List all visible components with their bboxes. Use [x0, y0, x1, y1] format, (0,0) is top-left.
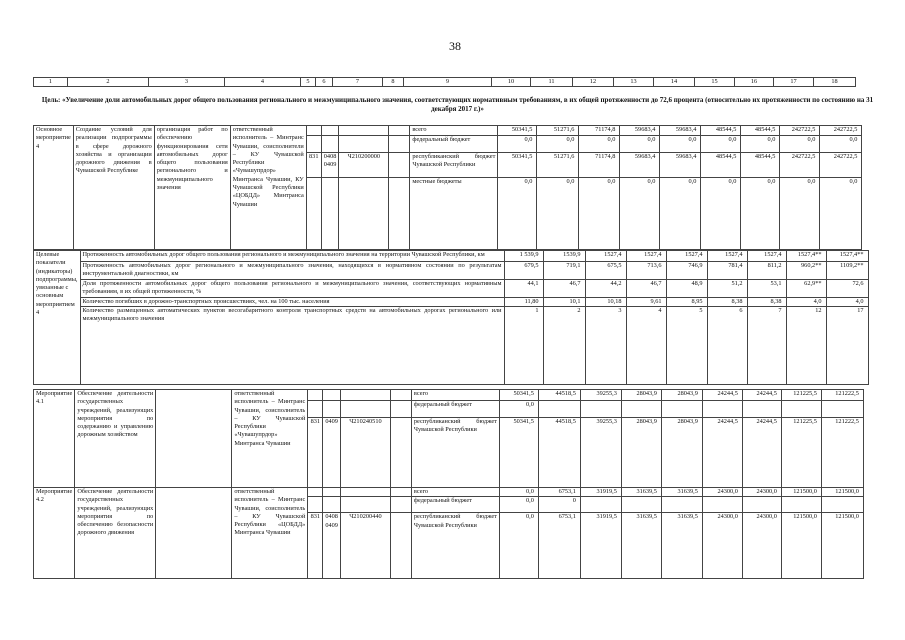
- funding-source: всего: [410, 126, 498, 136]
- indicator-value: 719,1: [543, 262, 585, 280]
- column-number-5: 5: [301, 78, 316, 87]
- indicator-value: 2: [543, 306, 585, 384]
- funding-value: 50341,5: [498, 126, 537, 136]
- funding-value: 0,0: [660, 136, 701, 153]
- funding-value: [580, 497, 621, 513]
- funding-value: 50341,5: [498, 153, 537, 178]
- funding-value: 121222,5: [821, 390, 863, 401]
- column-number-header: [33, 77, 856, 87]
- indicator-value: 51,2: [707, 279, 747, 297]
- empty-cell: [308, 390, 323, 401]
- funding-value: [702, 401, 742, 418]
- funding-value: 0,0: [620, 136, 660, 153]
- funding-value: 31639,5: [621, 488, 661, 497]
- indicator-value: 8,38: [747, 297, 786, 306]
- target-article-code: Ч210200000: [339, 153, 389, 178]
- indicator-name: Доля протяженности автомобильных дорог общего пользования регионального и межмуниципального значения, соответствующих нормативным требованиям, в их общей протяженности, %: [80, 279, 504, 297]
- empty-cell: [390, 488, 411, 497]
- funding-value: 48544,5: [701, 126, 741, 136]
- indicator-value: 62,9**: [786, 279, 826, 297]
- column-number-18: 18: [814, 78, 856, 87]
- responsible-executor: ответственный исполнитель – Минтранс Чувашии, соисполнитель – КУ Чувашской Республики «ЦОБДД» Минтранса Чувашии: [232, 488, 308, 579]
- indicator-value: 4: [626, 306, 666, 384]
- funding-value: [661, 401, 702, 418]
- funding-value: 31639,5: [621, 513, 661, 579]
- funding-value: 44518,5: [538, 390, 580, 401]
- funding-value: 51271,6: [537, 153, 579, 178]
- indicator-value: 11,80: [504, 297, 543, 306]
- funding-source: федеральный бюджет: [411, 401, 499, 418]
- empty-cell: [389, 126, 410, 136]
- funding-value: 24300,0: [742, 488, 781, 497]
- funding-value: 0,0: [499, 513, 538, 579]
- indicator-value: 9,61: [626, 297, 666, 306]
- section-code: 0409: [323, 418, 341, 488]
- indicator-value: 811,2: [747, 262, 786, 280]
- indicator-value: 781,4: [707, 262, 747, 280]
- funding-source: местные бюджеты: [410, 178, 498, 250]
- goal-heading: Цель: «Увеличение доли автомобильных дорог общего пользования регионального и межмуниципального значения, соответствующих нормативным требованиям, в их общей протяженности до 72,6 процента (относительно их протяженности по состоянию на 31 декабря 2017 г.)»: [41, 96, 874, 113]
- activity-description: Обеспечение деятельности государственных учреждений, реализующих мероприятия по обеспечению безопасности дорожного движения: [75, 488, 156, 579]
- funding-value: [821, 497, 863, 513]
- funding-value: 121500,0: [821, 488, 863, 497]
- funding-value: 0,0: [701, 136, 741, 153]
- funding-value: 0,0: [579, 136, 620, 153]
- empty-cell: [340, 390, 390, 401]
- activity-name: Мероприятие 4.1: [34, 390, 75, 488]
- grbs-code: 831: [308, 513, 323, 579]
- funding-value: 24244,5: [702, 418, 742, 488]
- funding-value: [781, 497, 821, 513]
- page-number: 38: [449, 39, 461, 53]
- funding-value: 59683,4: [620, 126, 660, 136]
- funding-row: [34, 390, 864, 401]
- column-number-4: 4: [225, 78, 301, 87]
- funding-value: 51271,6: [537, 126, 579, 136]
- indicator-row: [34, 262, 869, 280]
- indicator-value: 46,7: [626, 279, 666, 297]
- funding-value: 242722,5: [780, 153, 820, 178]
- indicator-value: 17: [826, 306, 868, 384]
- empty-cell: [339, 178, 389, 250]
- funding-value: 121500,0: [781, 513, 821, 579]
- empty-cell: [339, 126, 389, 136]
- empty-cell: [389, 178, 410, 250]
- indicator-value: 1109,2**: [826, 262, 868, 280]
- column-number-13: 13: [614, 78, 654, 87]
- funding-source: федеральный бюджет: [411, 497, 499, 513]
- funding-value: 0,0: [498, 136, 537, 153]
- funding-value: 0,0: [579, 178, 620, 250]
- column-number-12: 12: [573, 78, 614, 87]
- empty-cell: [306, 178, 321, 250]
- funding-value: [538, 401, 580, 418]
- empty-cell: [323, 401, 341, 418]
- funding-value: 6753,1: [538, 513, 580, 579]
- funding-value: 71174,8: [579, 126, 620, 136]
- empty-cell: [156, 390, 232, 488]
- indicator-value: 6: [707, 306, 747, 384]
- funding-row: [34, 126, 862, 136]
- column-number-8: 8: [383, 78, 404, 87]
- funding-value: 0,0: [780, 136, 820, 153]
- funding-value: 24244,5: [742, 418, 781, 488]
- funding-value: 24244,5: [742, 390, 781, 401]
- column-number-2: 2: [68, 78, 149, 87]
- funding-value: 59683,4: [660, 153, 701, 178]
- target-article-code: Ч210200440: [340, 513, 390, 579]
- empty-cell: [323, 390, 341, 401]
- funding-value: 44518,5: [538, 418, 580, 488]
- indicator-value: 4,0: [826, 297, 868, 306]
- indicator-value: 1 539,9: [504, 251, 543, 262]
- indicator-value: 675,5: [585, 262, 626, 280]
- funding-source: федеральный бюджет: [410, 136, 498, 153]
- indicator-value: 72,6: [826, 279, 868, 297]
- empty-cell: [321, 178, 339, 250]
- indicator-row: [34, 279, 869, 297]
- empty-cell: [389, 153, 410, 178]
- activity-4-1-block: [33, 389, 864, 488]
- funding-row: [34, 488, 864, 497]
- indicator-value: 1527,4**: [786, 251, 826, 262]
- indicator-value: 44,2: [585, 279, 626, 297]
- indicator-value: 746,9: [666, 262, 707, 280]
- funding-value: [621, 497, 661, 513]
- funding-value: 121500,0: [781, 488, 821, 497]
- indicator-value: 8,95: [666, 297, 707, 306]
- funding-value: 50341,5: [499, 390, 538, 401]
- column-number-7: 7: [333, 78, 383, 87]
- responsible-executor: ответственный исполнитель – Минтранс Чувашии, соисполнитель – КУ Чувашской Республики «Чувашупрдор» Минтранса Чувашии: [232, 390, 308, 488]
- funding-value: 0,0: [498, 178, 537, 250]
- indicator-value: 1527,4**: [826, 251, 868, 262]
- funding-value: 31639,5: [661, 513, 702, 579]
- funding-value: [621, 401, 661, 418]
- funding-value: 242722,5: [820, 153, 862, 178]
- column-number-11: 11: [531, 78, 573, 87]
- column-number-16: 16: [735, 78, 774, 87]
- funding-value: 31919,5: [580, 488, 621, 497]
- funding-source: всего: [411, 390, 499, 401]
- funding-source: всего: [411, 488, 499, 497]
- funding-value: 59683,4: [660, 126, 701, 136]
- empty-cell: [321, 126, 339, 136]
- funding-value: 24300,0: [702, 513, 742, 579]
- indicator-value: 12: [786, 306, 826, 384]
- funding-value: 24300,0: [742, 513, 781, 579]
- empty-cell: [308, 401, 323, 418]
- funding-value: 242722,5: [820, 126, 862, 136]
- funding-value: [702, 497, 742, 513]
- responsible-executor: ответственный исполнитель – Минтранс Чувашии, соисполнители – КУ Чувашской Республики «Чувашупрдор» Минтранса Чувашии, КУ Чувашской Республики «ЦОБДД» Минтранса Чувашии: [230, 126, 306, 250]
- funding-value: 59683,4: [620, 153, 660, 178]
- indicator-value: 3: [585, 306, 626, 384]
- indicator-value: 679,5: [504, 262, 543, 280]
- section-code: 0408 0409: [323, 513, 341, 579]
- main-activity-4-block: [33, 125, 862, 250]
- funding-value: 28043,9: [661, 390, 702, 401]
- column-number-15: 15: [695, 78, 735, 87]
- empty-cell: [390, 401, 411, 418]
- column-number-17: 17: [774, 78, 814, 87]
- funding-value: 121500,0: [821, 513, 863, 579]
- indicators-label: Целевые показатели (индикаторы) подпрограммы, увязанные с основным мероприятием 4: [34, 251, 81, 385]
- funding-value: 0,0: [701, 178, 741, 250]
- grbs-code: 831: [308, 418, 323, 488]
- empty-cell: [306, 126, 321, 136]
- indicator-row: [34, 306, 869, 384]
- funding-value: 0,0: [820, 178, 862, 250]
- funding-value: 24300,0: [702, 488, 742, 497]
- funding-value: [821, 401, 863, 418]
- funding-value: 0,0: [741, 136, 780, 153]
- funding-value: 0,0: [820, 136, 862, 153]
- funding-value: 24244,5: [702, 390, 742, 401]
- column-number-1: 1: [34, 78, 68, 87]
- indicator-value: 4,0: [786, 297, 826, 306]
- empty-cell: [340, 401, 390, 418]
- column-number-14: 14: [654, 78, 695, 87]
- funding-value: 28043,9: [661, 418, 702, 488]
- empty-cell: [339, 136, 389, 153]
- funding-value: 0: [538, 497, 580, 513]
- funding-source: республиканский бюджет Чувашской Республики: [410, 153, 498, 178]
- funding-value: 121222,5: [821, 418, 863, 488]
- funding-value: 121225,5: [781, 390, 821, 401]
- funding-value: 0,0: [537, 178, 579, 250]
- indicator-value: 1527,4: [707, 251, 747, 262]
- funding-value: [580, 401, 621, 418]
- indicator-value: 10,18: [585, 297, 626, 306]
- funding-value: 31639,5: [661, 488, 702, 497]
- funding-value: 242722,5: [780, 126, 820, 136]
- column-number-3: 3: [149, 78, 225, 87]
- indicator-name: Количество размещенных автоматических пунктов весогабаритного контроля транспортных средств на автомобильных дорогах регионального или межмуниципального значения: [80, 306, 504, 384]
- funding-source: республиканский бюджет Чувашской Республики: [411, 513, 499, 579]
- funding-value: 0,0: [660, 178, 701, 250]
- funding-value: 28043,9: [621, 418, 661, 488]
- activity-description: Создание условий для реализации подпрограммы в сфере дорожного хозяйства и организации дорожного движения в Чувашской Республике: [73, 126, 154, 250]
- indicator-value: 8,38: [707, 297, 747, 306]
- indicator-value: 46,7: [543, 279, 585, 297]
- funding-value: 0,0: [537, 136, 579, 153]
- indicator-value: 1: [504, 306, 543, 384]
- empty-cell: [323, 488, 341, 497]
- funding-value: 39255,3: [580, 390, 621, 401]
- indicator-row: [34, 251, 869, 262]
- column-number-6: 6: [316, 78, 333, 87]
- target-indicators-block: [33, 250, 869, 385]
- funding-value: 48544,5: [741, 126, 780, 136]
- column-number-10: 10: [492, 78, 531, 87]
- section-code: 0408 0409: [321, 153, 339, 178]
- funding-value: 0,0: [499, 401, 538, 418]
- column-number-9: 9: [404, 78, 492, 87]
- activity-name: Основное мероприятие 4: [34, 126, 74, 250]
- indicator-row: [34, 297, 869, 306]
- indicator-value: 1527,4: [585, 251, 626, 262]
- empty-cell: [308, 488, 323, 497]
- empty-cell: [323, 497, 341, 513]
- indicator-value: 10,1: [543, 297, 585, 306]
- empty-cell: [340, 488, 390, 497]
- activity-description: Обеспечение деятельности государственных учреждений, реализующих мероприятия по содержанию и управлению дорожным хозяйством: [75, 390, 156, 488]
- funding-value: [661, 497, 702, 513]
- empty-cell: [306, 136, 321, 153]
- empty-cell: [321, 136, 339, 153]
- indicator-name: Протяженность автомобильных дорог регионального и межмуниципального значения, находящихся в нормативном состоянии по результатам инструментальной диагностики, км: [80, 262, 504, 280]
- indicator-value: 7: [747, 306, 786, 384]
- funding-value: 31919,5: [580, 513, 621, 579]
- indicator-value: 960,2**: [786, 262, 826, 280]
- funding-value: 0,0: [499, 488, 538, 497]
- indicator-value: 1527,4: [747, 251, 786, 262]
- funding-value: 121225,5: [781, 418, 821, 488]
- empty-cell: [390, 418, 411, 488]
- indicator-value: 44,1: [504, 279, 543, 297]
- indicator-name: Протяженность автомобильных дорог общего пользования регионального и межмуниципального значения на территории Чувашской Республики, км: [80, 251, 504, 262]
- funding-value: 28043,9: [621, 390, 661, 401]
- target-article-code: Ч210240510: [340, 418, 390, 488]
- funding-value: 48544,5: [701, 153, 741, 178]
- funding-value: 48544,5: [741, 153, 780, 178]
- funding-value: 6753,1: [538, 488, 580, 497]
- funding-value: 0,0: [499, 497, 538, 513]
- indicator-value: 713,6: [626, 262, 666, 280]
- funding-value: 39255,3: [580, 418, 621, 488]
- activity-organization: организация работ по обеспечению функционирования сети автомобильных дорог общего пользования регионального и межмуниципального значения: [154, 126, 230, 250]
- funding-value: 0,0: [620, 178, 660, 250]
- funding-value: 50341,5: [499, 418, 538, 488]
- indicator-value: 1539,9: [543, 251, 585, 262]
- funding-value: [742, 497, 781, 513]
- indicator-value: 53,1: [747, 279, 786, 297]
- activity-4-2-block: [33, 487, 864, 579]
- empty-cell: [390, 497, 411, 513]
- indicator-value: 1527,4: [666, 251, 707, 262]
- empty-cell: [340, 497, 390, 513]
- funding-value: [781, 401, 821, 418]
- funding-source: республиканский бюджет Чувашской Республики: [411, 418, 499, 488]
- indicator-name: Количество погибших в дорожно-транспортных происшествиях, чел. на 100 тыс. населения: [80, 297, 504, 306]
- funding-value: 0,0: [780, 178, 820, 250]
- grbs-code: 831: [306, 153, 321, 178]
- indicator-value: 5: [666, 306, 707, 384]
- funding-value: 71174,8: [579, 153, 620, 178]
- empty-cell: [156, 488, 232, 579]
- indicator-value: 1527,4: [626, 251, 666, 262]
- empty-cell: [389, 136, 410, 153]
- indicator-value: 48,9: [666, 279, 707, 297]
- empty-cell: [390, 513, 411, 579]
- funding-value: [742, 401, 781, 418]
- activity-name: Мероприятие 4.2: [34, 488, 75, 579]
- funding-value: 0,0: [741, 178, 780, 250]
- empty-cell: [390, 390, 411, 401]
- empty-cell: [308, 497, 323, 513]
